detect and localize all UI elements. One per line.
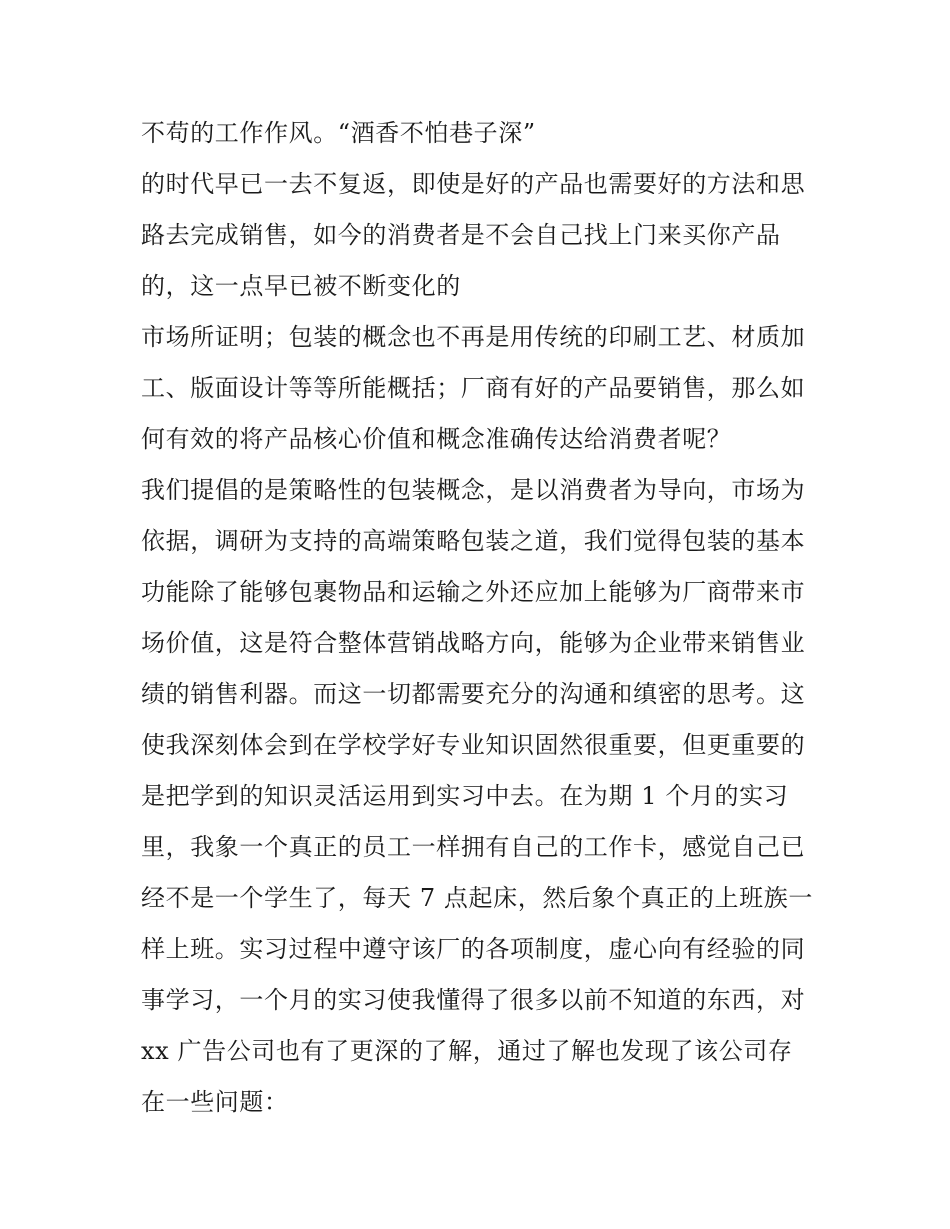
text-line: 市场所证明；包装的概念也不再是用传统的印刷工艺、材质加 [141,323,806,351]
text-line: 是把学到的知识灵活运用到实习中去。在为期 1 个月的实习 [141,782,789,810]
text-line: 不苟的工作作风。“酒香不怕巷子深” [141,119,536,147]
text-line: 的，这一点早已被不断变化的 [141,272,461,300]
text-line: 绩的销售利器。而这一切都需要充分的沟通和缜密的思考。这 [141,680,806,708]
text-line: 里，我象一个真正的员工一样拥有自己的工作卡，感觉自己已 [141,833,806,861]
text-line: 依据，调研为支持的高端策略包装之道，我们觉得包装的基本 [141,527,806,555]
text-line: 使我深刻体会到在学校学好专业知识固然很重要，但更重要的 [141,731,806,759]
text-line: 样上班。实习过程中遵守该厂的各项制度，虚心向有经验的同 [141,935,806,963]
text-line: 功能除了能够包裹物品和运输之外还应加上能够为厂商带来市 [141,578,806,606]
text-line: 经不是一个学生了，每天 7 点起床，然后象个真正的上班族一 [141,884,813,912]
text-line: 场价值，这是符合整体营销战略方向，能够为企业带来销售业 [141,629,806,657]
text-line: 何有效的将产品核心价值和概念准确传达给消费者呢？ [141,425,732,453]
text-line: xx 广告公司也有了更深的了解，通过了解也发现了该公司存 [141,1037,793,1065]
text-line: 事学习，一个月的实习使我懂得了很多以前不知道的东西，对 [141,986,806,1014]
text-line: 在一些问题： [141,1088,289,1116]
text-line: 路去完成销售，如今的消费者是不会自己找上门来买你产品 [141,221,781,249]
text-line: 我们提倡的是策略性的包装概念，是以消费者为导向，市场为 [141,476,806,504]
text-line: 工、版面设计等等所能概括；厂商有好的产品要销售，那么如 [141,374,806,402]
body-text [141,108,831,1128]
text-line: 的时代早已一去不复返，即使是好的产品也需要好的方法和思 [141,170,806,198]
